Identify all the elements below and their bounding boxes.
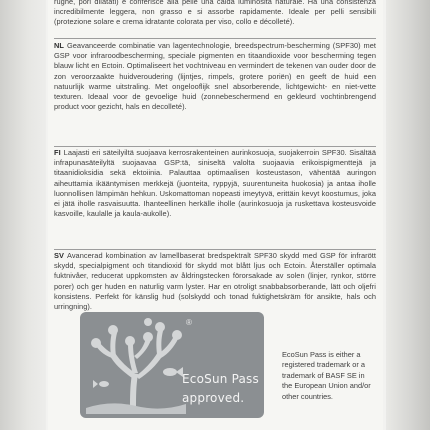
box-right-edge	[386, 0, 430, 430]
block-text-fi: Laajasti eri säteilyiltä suojaava kerrosrakenteinen aurinkosuoja, suojakerroin SPF30. Sisältää infrapunasäteilyltä suojaavaa GSP:tä, siniseltä valolta suojaavia erikoispigmenttejä ja titaanidioksidia sekä ektoiinia. Palauttaa optimaalisen kosteustason, vähentää auringon aiheuttamia ikääntymisen merkkejä (juonteita, ryppyjä, suurentuneita huokosia) ja antaa iholle luonnollisen lämpimän hehkun. Uskomattoman nopeasti imeytyvä, erittäin kevyt koostumus, joka ei jätä iholle rasvaisuutta. Ihanteellinen herkälle iholle (aurinkosuoja ja ruskettava kosteusvoide kasvoille, kaulalle ja kaula-aukolle).	[54, 148, 376, 219]
registered-mark: ®	[186, 318, 192, 327]
lang-code-sv: SV	[54, 251, 64, 260]
block-text-nl: Geavanceerde combinatie van lagentechnologie, breedspectrum-bescherming (SPF30) met GSP voor infraroodbescherming, speciale pigmenten en titaandioxide voor bescherming tegen blauw licht en Ectoin. Optimaliseert het vochtniveau en vermindert de tekenen van ouder door de zon veroorzaakte huidveroudering (lijntjes, rimpels, grotere poriën) en geeft de huid een natuurlijk warme uitstraling. Met ongelooflijk snel absorberende, lichtgewicht- en niet-vette texturen. Ideaal voor de gevoelige huid (zonnebeschermend en gekleurd vochtinbrengend product voor gezicht, hals en decolleté).	[54, 41, 376, 112]
logo-text-line1: EcoSun Pass	[182, 372, 259, 386]
block-text-sv: Avancerad kombination av lamellbaserat bredspektralt SPF30 skydd med GSP för infrarött skydd, specialpigment och titandioxid för skydd mot blått ljus och Ectoin. Återställer optimala fuktnivåer, reducerat uppkomsten av åldringstecken förorsakade av solen (linjer, rynkor, större porer) och ger huden en naturlig varm lyster. Har en otroligt snabbabsorberande, lätt och oljefri konsistens. Perfekt för känslig hud (solskydd och tonad fuktighetskräm för ansikte, hals och urringning).	[54, 251, 376, 312]
text-block-nl	[54, 41, 376, 112]
text-block-fi	[54, 148, 376, 219]
text-block-it	[54, 0, 376, 28]
divider-2	[54, 146, 376, 147]
coral-icon	[86, 316, 186, 414]
package-panel	[48, 0, 383, 430]
divider-3	[54, 249, 376, 250]
text-block-sv	[54, 251, 376, 312]
lang-code-fi: FI	[54, 148, 61, 157]
logo-text-line2: approved.	[182, 391, 245, 405]
block-text: rughe, pori dilatati) e conferisce alla pelle una calda luminosità naturale. Ha una consistenza incredibilmente leggera, non grasso e si assorbe rapidamente. Ideale per pelli sensibili (protezione solare e crema idratante colorata per viso, collo e décolleté).	[54, 0, 376, 27]
divider-1	[54, 38, 376, 39]
box-left-edge	[0, 0, 46, 430]
trademark-note: EcoSun Pass is either a registered trademark or a trademark of BASF SE in the European Union and/or other countries.	[282, 350, 371, 401]
lang-code-nl: NL	[54, 41, 64, 50]
ecosun-pass-logo	[80, 312, 264, 418]
